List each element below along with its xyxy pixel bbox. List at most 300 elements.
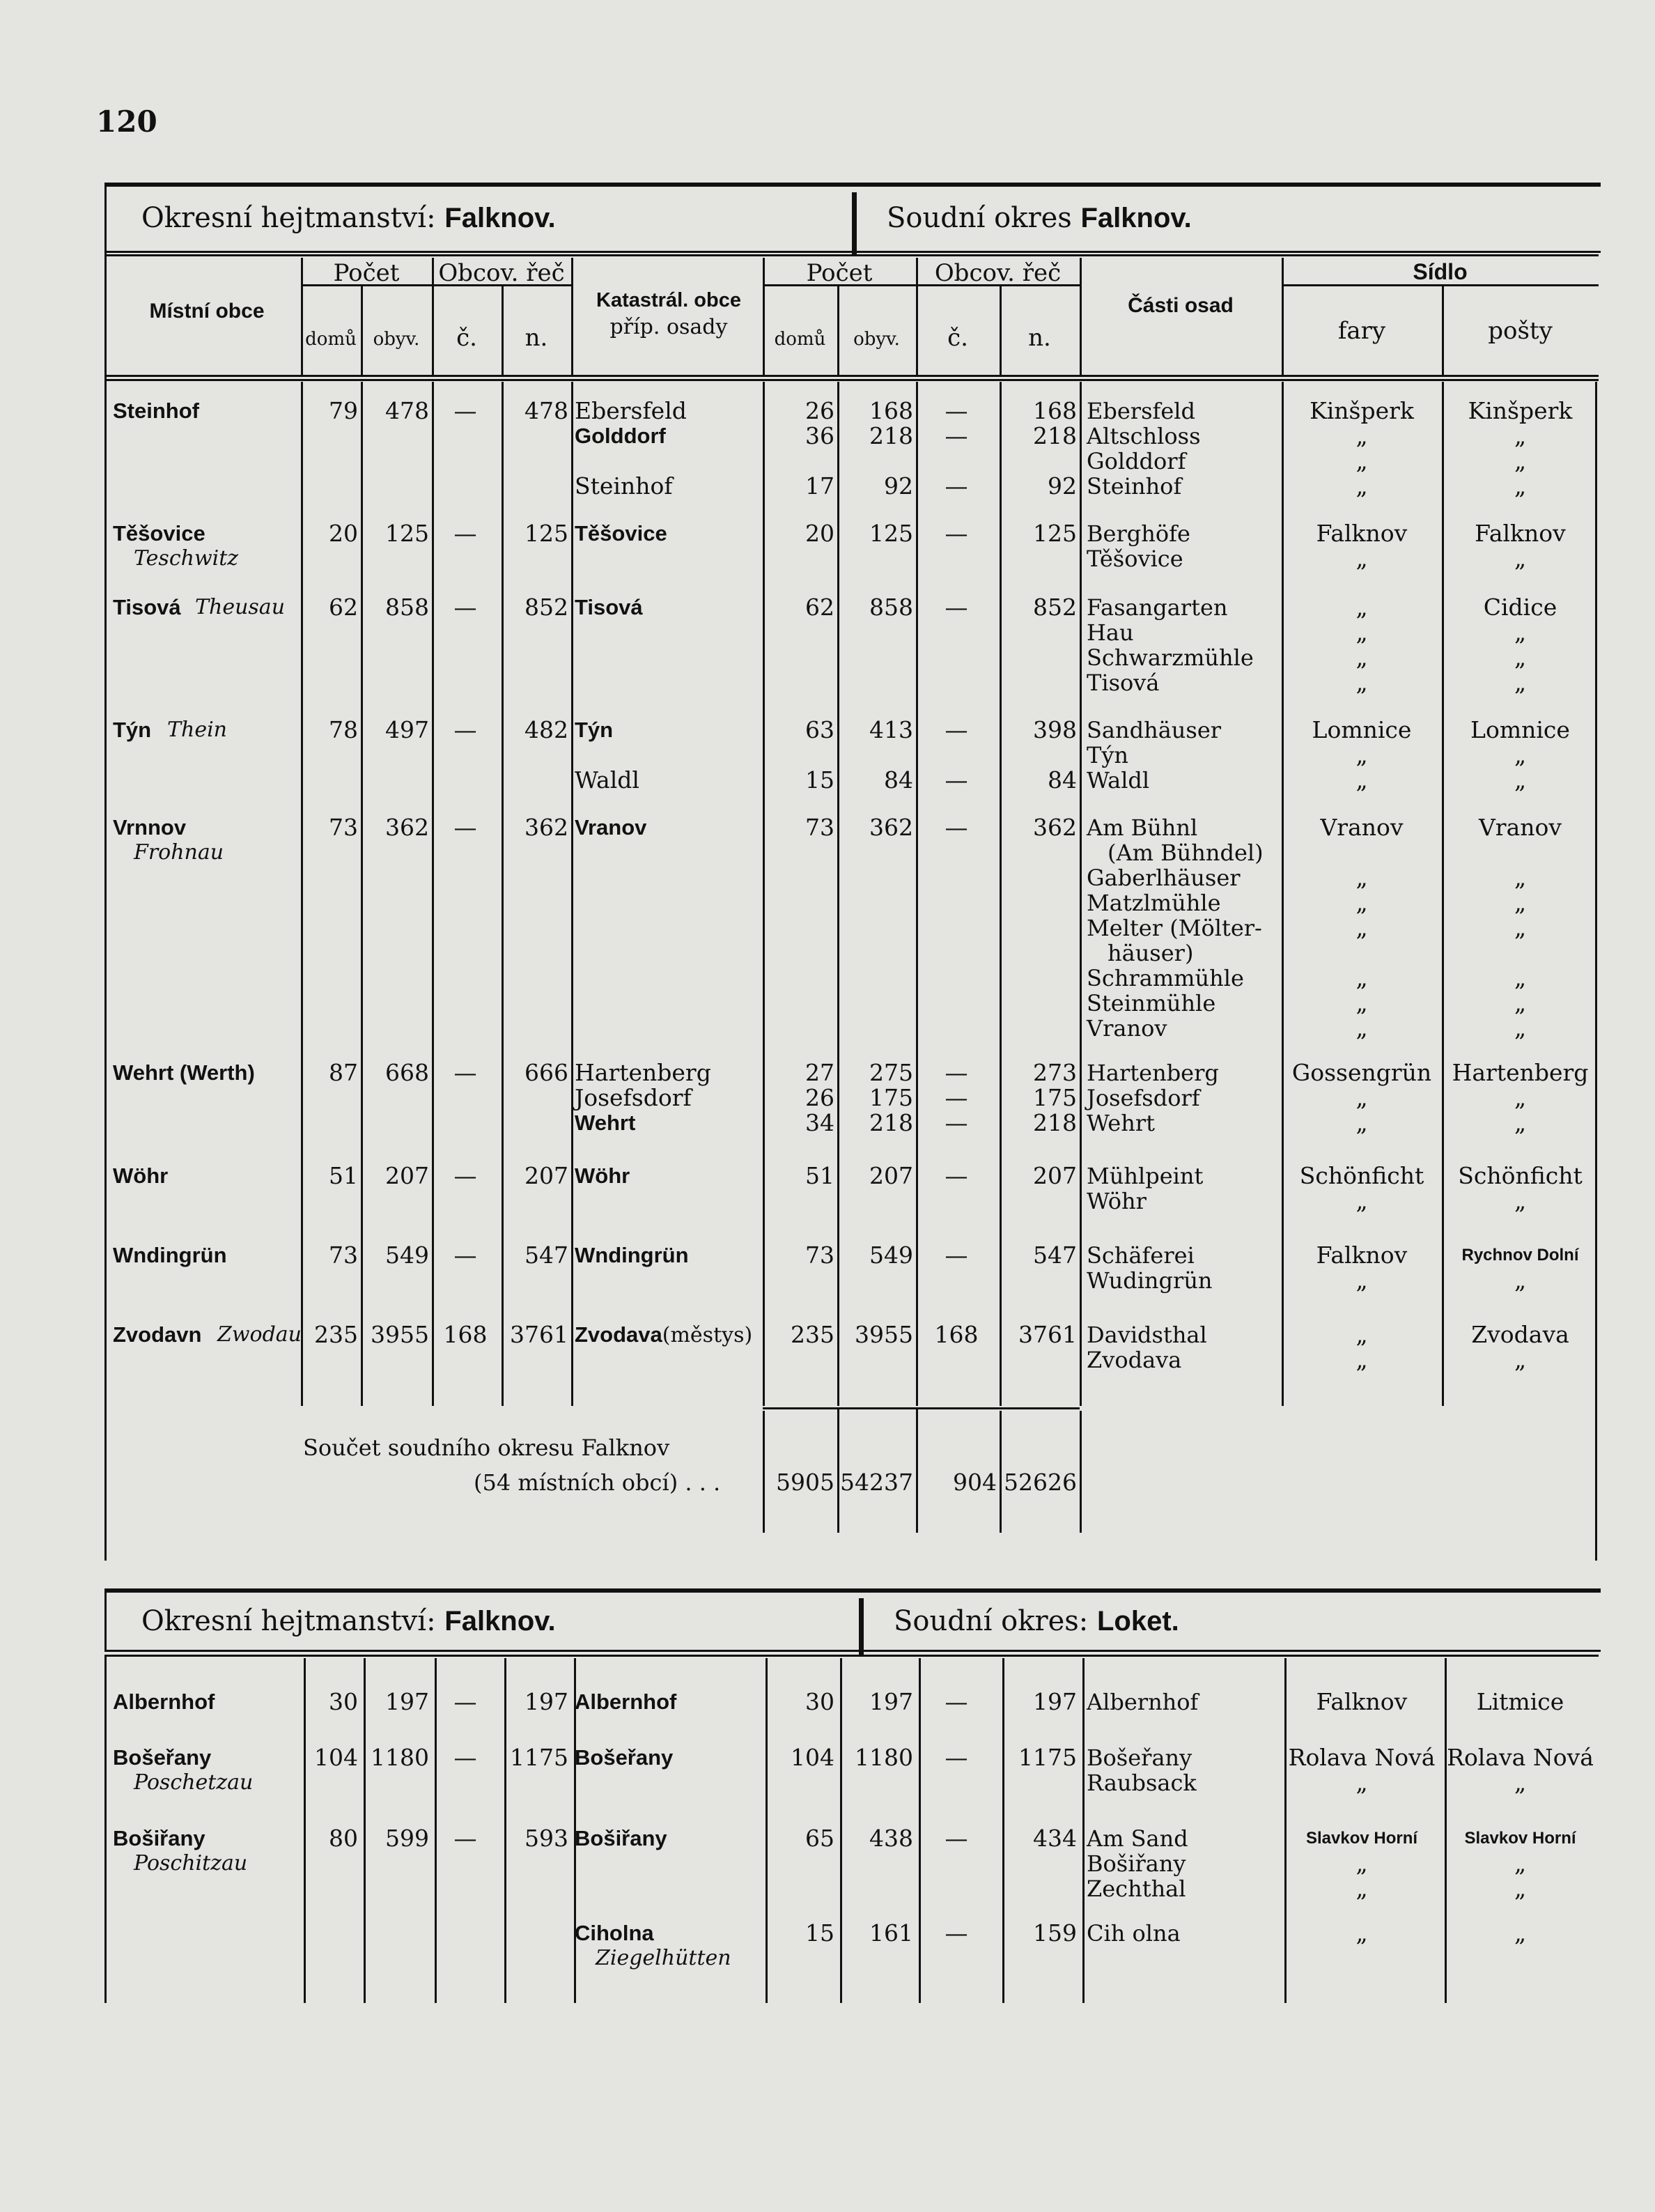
katastral-obyv: 84 bbox=[884, 766, 913, 794]
katastral-obyv: 92 bbox=[884, 472, 913, 500]
cast-osady: Davidsthal bbox=[1087, 1322, 1207, 1348]
sidlo-posta: „ bbox=[1514, 1084, 1527, 1111]
katastral-name: Wöhr bbox=[575, 1163, 630, 1188]
katastral-name: Vranov bbox=[575, 815, 647, 840]
sidlo-fara: „ bbox=[1355, 1875, 1368, 1902]
katastral-n: 175 bbox=[1033, 1084, 1077, 1111]
soud-name-2: Loket. bbox=[1096, 1606, 1179, 1637]
obec-name: Zvodavn bbox=[113, 1322, 202, 1347]
sidlo-posta: „ bbox=[1514, 447, 1527, 474]
obec-obyv: 549 bbox=[385, 1242, 429, 1269]
column-obyv: obyv. bbox=[373, 329, 420, 350]
column-domu: domů bbox=[305, 329, 357, 350]
katastral-n: 218 bbox=[1033, 422, 1077, 449]
katastral-suffix: (městys) bbox=[662, 1323, 753, 1347]
sidlo-fara: „ bbox=[1355, 1109, 1368, 1136]
sidlo-posta: „ bbox=[1514, 1267, 1527, 1294]
sidlo-posta: „ bbox=[1514, 964, 1527, 991]
katastral-name: Těšovice bbox=[575, 521, 667, 546]
katastral-domu: 73 bbox=[805, 1242, 834, 1269]
katastral-n: 218 bbox=[1033, 1109, 1077, 1136]
row-rule bbox=[104, 1655, 1599, 1657]
obec-name: Steinhof bbox=[113, 399, 199, 423]
sidlo-fara: „ bbox=[1355, 545, 1368, 572]
cast-osady: Matzlmühle bbox=[1087, 890, 1221, 916]
obec-obyv: 207 bbox=[385, 1162, 429, 1189]
sidlo-fara: „ bbox=[1355, 422, 1368, 449]
katastral-obyv: 218 bbox=[869, 1109, 913, 1136]
summary-line1: Součet soudního okresu Falknov bbox=[303, 1434, 670, 1461]
sidlo-fara: „ bbox=[1355, 741, 1368, 768]
katastral-name: Týn bbox=[575, 718, 614, 742]
sidlo-fara: „ bbox=[1355, 644, 1368, 671]
obec-obyv: 599 bbox=[385, 1825, 429, 1852]
katastral-name: Waldl bbox=[575, 766, 639, 794]
katastral-c: — bbox=[945, 1109, 968, 1136]
katastral-obyv: 362 bbox=[869, 814, 913, 841]
sidlo-posta: „ bbox=[1514, 1919, 1527, 1947]
sidlo-posta: „ bbox=[1514, 889, 1527, 916]
sidlo-posta: „ bbox=[1514, 1769, 1527, 1796]
cast-osady: Fasangarten bbox=[1087, 594, 1228, 621]
katastral-n: 362 bbox=[1033, 814, 1077, 841]
katastral-n: 159 bbox=[1033, 1919, 1077, 1947]
table-section-2 bbox=[104, 1655, 1599, 2003]
katastral-obyv: 858 bbox=[869, 594, 913, 621]
katastral-n: 207 bbox=[1033, 1162, 1077, 1189]
obec-n: 593 bbox=[525, 1825, 568, 1852]
sidlo-posta: „ bbox=[1514, 1014, 1527, 1042]
obec-name: Bošiřany bbox=[113, 1826, 205, 1850]
obec-n: 482 bbox=[525, 716, 568, 743]
cast-osady: Bošeřany bbox=[1087, 1745, 1192, 1771]
row-rule bbox=[104, 375, 1599, 377]
katastral-obyv: 175 bbox=[869, 1084, 913, 1111]
obec-name: Wndingrün bbox=[113, 1243, 227, 1267]
column-casti-osad: Části osad bbox=[1128, 294, 1234, 317]
table-section-1 bbox=[104, 251, 1599, 1561]
cast-osady: Albernhof bbox=[1087, 1689, 1199, 1715]
katastral-c: — bbox=[945, 520, 968, 547]
sidlo-posta: Rychnov Dolní bbox=[1461, 1246, 1579, 1264]
obec-obyv: 3955 bbox=[371, 1321, 429, 1348]
sidlo-fara: „ bbox=[1355, 1014, 1368, 1042]
katastral-domu: 15 bbox=[805, 1919, 834, 1947]
sidlo-posta: „ bbox=[1514, 989, 1527, 1016]
katastral-domu: 17 bbox=[805, 472, 834, 500]
katastral-obyv: 3955 bbox=[855, 1321, 913, 1348]
obec-obyv: 125 bbox=[385, 520, 429, 547]
district-header bbox=[104, 183, 1601, 253]
obec-german-name: Teschwitz bbox=[134, 546, 239, 571]
katastral-obyv: 125 bbox=[869, 520, 913, 547]
obec-n: 1175 bbox=[510, 1744, 568, 1771]
sidlo-posta: „ bbox=[1514, 1850, 1527, 1877]
sidlo-fara: Gossengrün bbox=[1291, 1059, 1432, 1086]
sidlo-posta: Schönficht bbox=[1458, 1162, 1583, 1189]
katastral-c: — bbox=[945, 594, 968, 621]
sidlo-fara: „ bbox=[1355, 1321, 1368, 1348]
column-rule bbox=[104, 251, 107, 1561]
obec-n: 3761 bbox=[510, 1321, 568, 1348]
katastral-obyv: 218 bbox=[869, 422, 913, 449]
column-mistni-obce: Místní obce bbox=[149, 300, 265, 323]
katastral-c: — bbox=[945, 1919, 968, 1947]
column-posty: pošty bbox=[1488, 317, 1553, 345]
cast-osady: Těšovice bbox=[1087, 546, 1183, 572]
row-rule bbox=[104, 379, 1599, 381]
obec-domu: 62 bbox=[329, 594, 358, 621]
sidlo-fara: Kinšperk bbox=[1310, 397, 1414, 424]
obec-c: — bbox=[453, 1059, 477, 1086]
katastral-obyv: 438 bbox=[869, 1825, 913, 1852]
district-header-2 bbox=[104, 1588, 1601, 1652]
obec-obyv: 1180 bbox=[371, 1744, 429, 1771]
katastral-domu: 34 bbox=[805, 1109, 834, 1136]
column-rule bbox=[571, 258, 573, 376]
katastral-domu: 65 bbox=[805, 1825, 834, 1852]
obec-german-name: Theusau bbox=[195, 595, 286, 619]
cast-osady: Gaberlhäuser bbox=[1087, 865, 1241, 891]
sidlo-fara: Falknov bbox=[1316, 520, 1408, 547]
sidlo-posta: Vranov bbox=[1478, 814, 1562, 841]
sidlo-posta: „ bbox=[1514, 864, 1527, 891]
obec-obyv: 497 bbox=[385, 716, 429, 743]
summary-line2: (54 místních obcí) . . . bbox=[474, 1469, 721, 1496]
sidlo-fara: „ bbox=[1355, 447, 1368, 474]
obec-n: 362 bbox=[525, 814, 568, 841]
sidlo-posta: „ bbox=[1514, 472, 1527, 500]
obec-name: Albernhof bbox=[113, 1689, 215, 1714]
katastral-c: — bbox=[945, 766, 968, 794]
obec-c: — bbox=[453, 594, 477, 621]
katastral-obyv: 207 bbox=[869, 1162, 913, 1189]
sidlo-posta: Zvodava bbox=[1471, 1321, 1569, 1348]
sidlo-fara: „ bbox=[1355, 914, 1368, 941]
summary-c: 904 bbox=[953, 1469, 997, 1496]
obec-german-name: Poschetzau bbox=[134, 1770, 254, 1795]
obec-n: 197 bbox=[525, 1688, 568, 1715]
obec-c: — bbox=[453, 397, 477, 424]
sidlo-fara: Rolava Nová bbox=[1288, 1744, 1436, 1771]
okres-name-2: Falknov. bbox=[444, 1606, 556, 1637]
katastral-obyv: 549 bbox=[869, 1242, 913, 1269]
obec-domu: 87 bbox=[329, 1059, 358, 1086]
katastral-domu: 235 bbox=[791, 1321, 834, 1348]
cast-osady: (Am Bühndel) bbox=[1108, 840, 1264, 866]
sidlo-fara: „ bbox=[1355, 594, 1368, 621]
header-divider bbox=[852, 192, 857, 256]
katastral-name: Zvodava(městys) bbox=[575, 1322, 753, 1347]
sidlo-fara: „ bbox=[1355, 619, 1368, 646]
obec-c: — bbox=[453, 520, 477, 547]
obec-name: Těšovice bbox=[113, 521, 205, 546]
katastral-n: 197 bbox=[1033, 1688, 1077, 1715]
soud-label: Soudní okres bbox=[887, 202, 1072, 234]
sidlo-posta: „ bbox=[1514, 914, 1527, 941]
column-obcov-rec: Obcov. řeč bbox=[438, 259, 565, 287]
column-domu-2: domů bbox=[774, 329, 826, 350]
katastral-c: — bbox=[945, 472, 968, 500]
katastral-domu: 36 bbox=[805, 422, 834, 449]
sidlo-fara: „ bbox=[1355, 989, 1368, 1016]
summary-n: 52626 bbox=[1004, 1469, 1077, 1496]
cast-osady: Zvodava bbox=[1087, 1347, 1182, 1373]
obec-obyv: 362 bbox=[385, 814, 429, 841]
katastral-n: 273 bbox=[1033, 1059, 1077, 1086]
column-rule bbox=[104, 1655, 107, 2003]
katastral-n: 84 bbox=[1048, 766, 1077, 794]
katastral-obyv: 161 bbox=[869, 1919, 913, 1947]
page-number: 120 bbox=[96, 105, 157, 139]
katastral-n: 547 bbox=[1033, 1242, 1077, 1269]
column-c: č. bbox=[456, 324, 477, 352]
obec-name: Tisová bbox=[113, 595, 181, 619]
sidlo-fara: „ bbox=[1355, 472, 1368, 500]
column-prip-osady: příp. osady bbox=[609, 315, 728, 339]
obec-name: Vrnnov bbox=[113, 815, 187, 840]
obec-domu: 51 bbox=[329, 1162, 358, 1189]
cast-osady: Altschloss bbox=[1087, 423, 1201, 449]
katastral-german-name: Ziegelhütten bbox=[596, 1946, 731, 1970]
cast-osady: Mühlpeint bbox=[1087, 1163, 1204, 1189]
katastral-c: — bbox=[945, 1825, 968, 1852]
sidlo-fara: Schönficht bbox=[1299, 1162, 1424, 1189]
obec-n: 207 bbox=[525, 1162, 568, 1189]
cast-osady: Steinhof bbox=[1087, 473, 1182, 500]
soud-name: Falknov. bbox=[1080, 203, 1192, 233]
column-rule bbox=[1080, 1411, 1082, 1533]
obec-german-name: Frohnau bbox=[134, 840, 224, 865]
obec-c: — bbox=[453, 1242, 477, 1269]
katastral-name: Ciholna bbox=[575, 1921, 654, 1945]
sidlo-fara: „ bbox=[1355, 1084, 1368, 1111]
katastral-obyv: 1180 bbox=[855, 1744, 913, 1771]
obec-name: Wehrt (Werth) bbox=[113, 1060, 255, 1085]
sidlo-posta: „ bbox=[1514, 1187, 1527, 1214]
okres-label-2: Okresní hejtmanství: bbox=[141, 1605, 436, 1637]
katastral-name: Golddorf bbox=[575, 424, 666, 448]
cast-osady: Berghöfe bbox=[1087, 520, 1190, 547]
katastral-n: 1175 bbox=[1018, 1744, 1077, 1771]
katastral-name: Wehrt bbox=[575, 1111, 636, 1135]
sidlo-fara: „ bbox=[1355, 1850, 1368, 1877]
obec-german-name: Thein bbox=[167, 718, 228, 742]
sidlo-posta: Kinšperk bbox=[1468, 397, 1573, 424]
cast-osady: Golddorf bbox=[1087, 448, 1186, 474]
obec-domu: 104 bbox=[314, 1744, 358, 1771]
obec-obyv: 478 bbox=[385, 397, 429, 424]
summary-obyv: 54237 bbox=[840, 1469, 913, 1496]
katastral-c: — bbox=[945, 422, 968, 449]
sidlo-posta: „ bbox=[1514, 1346, 1527, 1373]
cast-osady: Zechthal bbox=[1087, 1875, 1186, 1902]
sidlo-fara: „ bbox=[1355, 1187, 1368, 1214]
katastral-n: 434 bbox=[1033, 1825, 1077, 1852]
cast-osady: Schwarzmühle bbox=[1087, 644, 1254, 671]
sidlo-posta: „ bbox=[1514, 741, 1527, 768]
obec-domu: 235 bbox=[314, 1321, 358, 1348]
cast-osady: Vranov bbox=[1087, 1015, 1167, 1042]
sidlo-fara: „ bbox=[1355, 889, 1368, 916]
obec-domu: 78 bbox=[329, 716, 358, 743]
cast-osady: Am Sand bbox=[1087, 1825, 1188, 1852]
katastral-n: 168 bbox=[1033, 397, 1077, 424]
katastral-c: — bbox=[945, 397, 968, 424]
okres-name: Falknov. bbox=[444, 203, 556, 233]
column-c-2: č. bbox=[947, 324, 968, 352]
cast-osady: Bošiřany bbox=[1087, 1850, 1186, 1877]
obec-n: 852 bbox=[525, 594, 568, 621]
obec-n: 478 bbox=[525, 397, 568, 424]
katastral-name: Steinhof bbox=[575, 472, 673, 500]
katastral-c: — bbox=[945, 814, 968, 841]
katastral-c: — bbox=[945, 1084, 968, 1111]
obec-c: — bbox=[453, 1825, 477, 1852]
sidlo-fara: „ bbox=[1355, 669, 1368, 696]
cast-osady: Wehrt bbox=[1087, 1110, 1155, 1136]
katastral-c: — bbox=[945, 1688, 968, 1715]
column-katastral: Katastrál. obce bbox=[596, 289, 741, 311]
column-n: n. bbox=[525, 324, 548, 352]
katastral-obyv: 275 bbox=[869, 1059, 913, 1086]
sidlo-posta: Cidice bbox=[1483, 594, 1557, 621]
katastral-domu: 30 bbox=[805, 1688, 834, 1715]
column-rule bbox=[1082, 1658, 1085, 2003]
cast-osady: Raubsack bbox=[1087, 1770, 1197, 1796]
katastral-domu: 15 bbox=[805, 766, 834, 794]
katastral-domu: 104 bbox=[791, 1744, 834, 1771]
sidlo-fara: „ bbox=[1355, 766, 1368, 794]
katastral-name: Ebersfeld bbox=[575, 397, 687, 424]
sidlo-posta: Lomnice bbox=[1470, 716, 1570, 743]
sidlo-fara: Falknov bbox=[1316, 1688, 1408, 1715]
obec-c: — bbox=[453, 814, 477, 841]
sidlo-posta: „ bbox=[1514, 669, 1527, 696]
soud-label-2: Soudní okres: bbox=[894, 1605, 1089, 1637]
katastral-name: Wndingrün bbox=[575, 1243, 689, 1267]
obec-domu: 79 bbox=[329, 397, 358, 424]
obec-domu: 80 bbox=[329, 1825, 358, 1852]
cast-osady: Cih olna bbox=[1087, 1920, 1181, 1947]
obec-c: — bbox=[453, 1744, 477, 1771]
katastral-n: 852 bbox=[1033, 594, 1077, 621]
cast-osady: Melter (Mölter- bbox=[1087, 915, 1262, 941]
obec-obyv: 858 bbox=[385, 594, 429, 621]
row-rule bbox=[104, 254, 1599, 256]
katastral-domu: 73 bbox=[805, 814, 834, 841]
obec-c: — bbox=[453, 1688, 477, 1715]
obec-c: 168 bbox=[443, 1321, 488, 1348]
katastral-name: Hartenberg bbox=[575, 1059, 711, 1086]
obec-german-name: Zwodau bbox=[217, 1322, 302, 1347]
obec-german-name: Poschitzau bbox=[134, 1851, 248, 1875]
cast-osady: Waldl bbox=[1087, 767, 1150, 794]
katastral-name: Josefsdorf bbox=[575, 1084, 692, 1111]
cast-osady: Schäferei bbox=[1087, 1242, 1195, 1269]
obec-name: Týn bbox=[113, 718, 152, 742]
sidlo-fara: Lomnice bbox=[1312, 716, 1412, 743]
cast-osady: Hartenberg bbox=[1087, 1060, 1219, 1086]
cast-osady: Wöhr bbox=[1087, 1188, 1147, 1214]
katastral-domu: 26 bbox=[805, 397, 834, 424]
sidlo-posta: „ bbox=[1514, 545, 1527, 572]
column-rule bbox=[1080, 382, 1082, 1406]
column-pocet: Počet bbox=[333, 259, 400, 287]
obec-obyv: 197 bbox=[385, 1688, 429, 1715]
katastral-domu: 20 bbox=[805, 520, 834, 547]
katastral-c: — bbox=[945, 1162, 968, 1189]
sidlo-fara: Falknov bbox=[1316, 1242, 1408, 1269]
obec-n: 547 bbox=[525, 1242, 568, 1269]
sidlo-posta: „ bbox=[1514, 644, 1527, 671]
katastral-name: Bošeřany bbox=[575, 1745, 674, 1770]
cast-osady: Tisová bbox=[1087, 670, 1160, 696]
sidlo-fara: Vranov bbox=[1320, 814, 1404, 841]
obec-name: Bošeřany bbox=[113, 1745, 212, 1770]
cast-osady: Josefsdorf bbox=[1087, 1085, 1200, 1111]
katastral-c: — bbox=[945, 1242, 968, 1269]
sidlo-fara: „ bbox=[1355, 1919, 1368, 1947]
katastral-domu: 26 bbox=[805, 1084, 834, 1111]
sidlo-posta: Slavkov Horní bbox=[1464, 1829, 1576, 1848]
cast-osady: Týn bbox=[1087, 742, 1129, 768]
column-n-2: n. bbox=[1028, 324, 1051, 352]
cast-osady: Steinmühle bbox=[1087, 990, 1216, 1016]
header-divider-2 bbox=[859, 1598, 864, 1655]
katastral-domu: 51 bbox=[805, 1162, 834, 1189]
katastral-obyv: 197 bbox=[869, 1688, 913, 1715]
katastral-obyv: 168 bbox=[869, 397, 913, 424]
sidlo-fara: „ bbox=[1355, 1267, 1368, 1294]
column-rule bbox=[571, 382, 573, 1406]
obec-domu: 73 bbox=[329, 1242, 358, 1269]
sidlo-posta: Hartenberg bbox=[1452, 1059, 1589, 1086]
katastral-c: — bbox=[945, 1744, 968, 1771]
sidlo-posta: „ bbox=[1514, 1109, 1527, 1136]
obec-c: — bbox=[453, 1162, 477, 1189]
obec-n: 666 bbox=[525, 1059, 568, 1086]
katastral-name: Albernhof bbox=[575, 1689, 677, 1714]
cast-osady: Am Bühnl bbox=[1087, 814, 1198, 841]
column-fary: fary bbox=[1337, 317, 1386, 345]
column-obyv-2: obyv. bbox=[853, 329, 900, 350]
cast-osady: Ebersfeld bbox=[1087, 398, 1195, 424]
sidlo-posta: Litmice bbox=[1476, 1688, 1564, 1715]
cast-osady: Hau bbox=[1087, 619, 1134, 646]
cast-osady: Sandhäuser bbox=[1087, 717, 1222, 743]
sidlo-fara: „ bbox=[1355, 1769, 1368, 1796]
katastral-domu: 62 bbox=[805, 594, 834, 621]
sidlo-fara: „ bbox=[1355, 1346, 1368, 1373]
obec-domu: 20 bbox=[329, 520, 358, 547]
cast-osady: häuser) bbox=[1108, 940, 1194, 966]
column-sidlo: Sídlo bbox=[1413, 259, 1468, 284]
katastral-n: 125 bbox=[1033, 520, 1077, 547]
okres-label: Okresní hejtmanství: bbox=[141, 202, 436, 234]
sidlo-posta: „ bbox=[1514, 619, 1527, 646]
katastral-domu: 27 bbox=[805, 1059, 834, 1086]
katastral-n: 92 bbox=[1048, 472, 1077, 500]
cast-osady: Schrammühle bbox=[1087, 965, 1244, 991]
summary-domu: 5905 bbox=[776, 1469, 834, 1496]
column-pocet-2: Počet bbox=[806, 259, 873, 287]
katastral-domu: 63 bbox=[805, 716, 834, 743]
katastral-c: — bbox=[945, 716, 968, 743]
obec-name: Wöhr bbox=[113, 1163, 169, 1188]
katastral-obyv: 413 bbox=[869, 716, 913, 743]
katastral-name: Tisová bbox=[575, 595, 643, 619]
